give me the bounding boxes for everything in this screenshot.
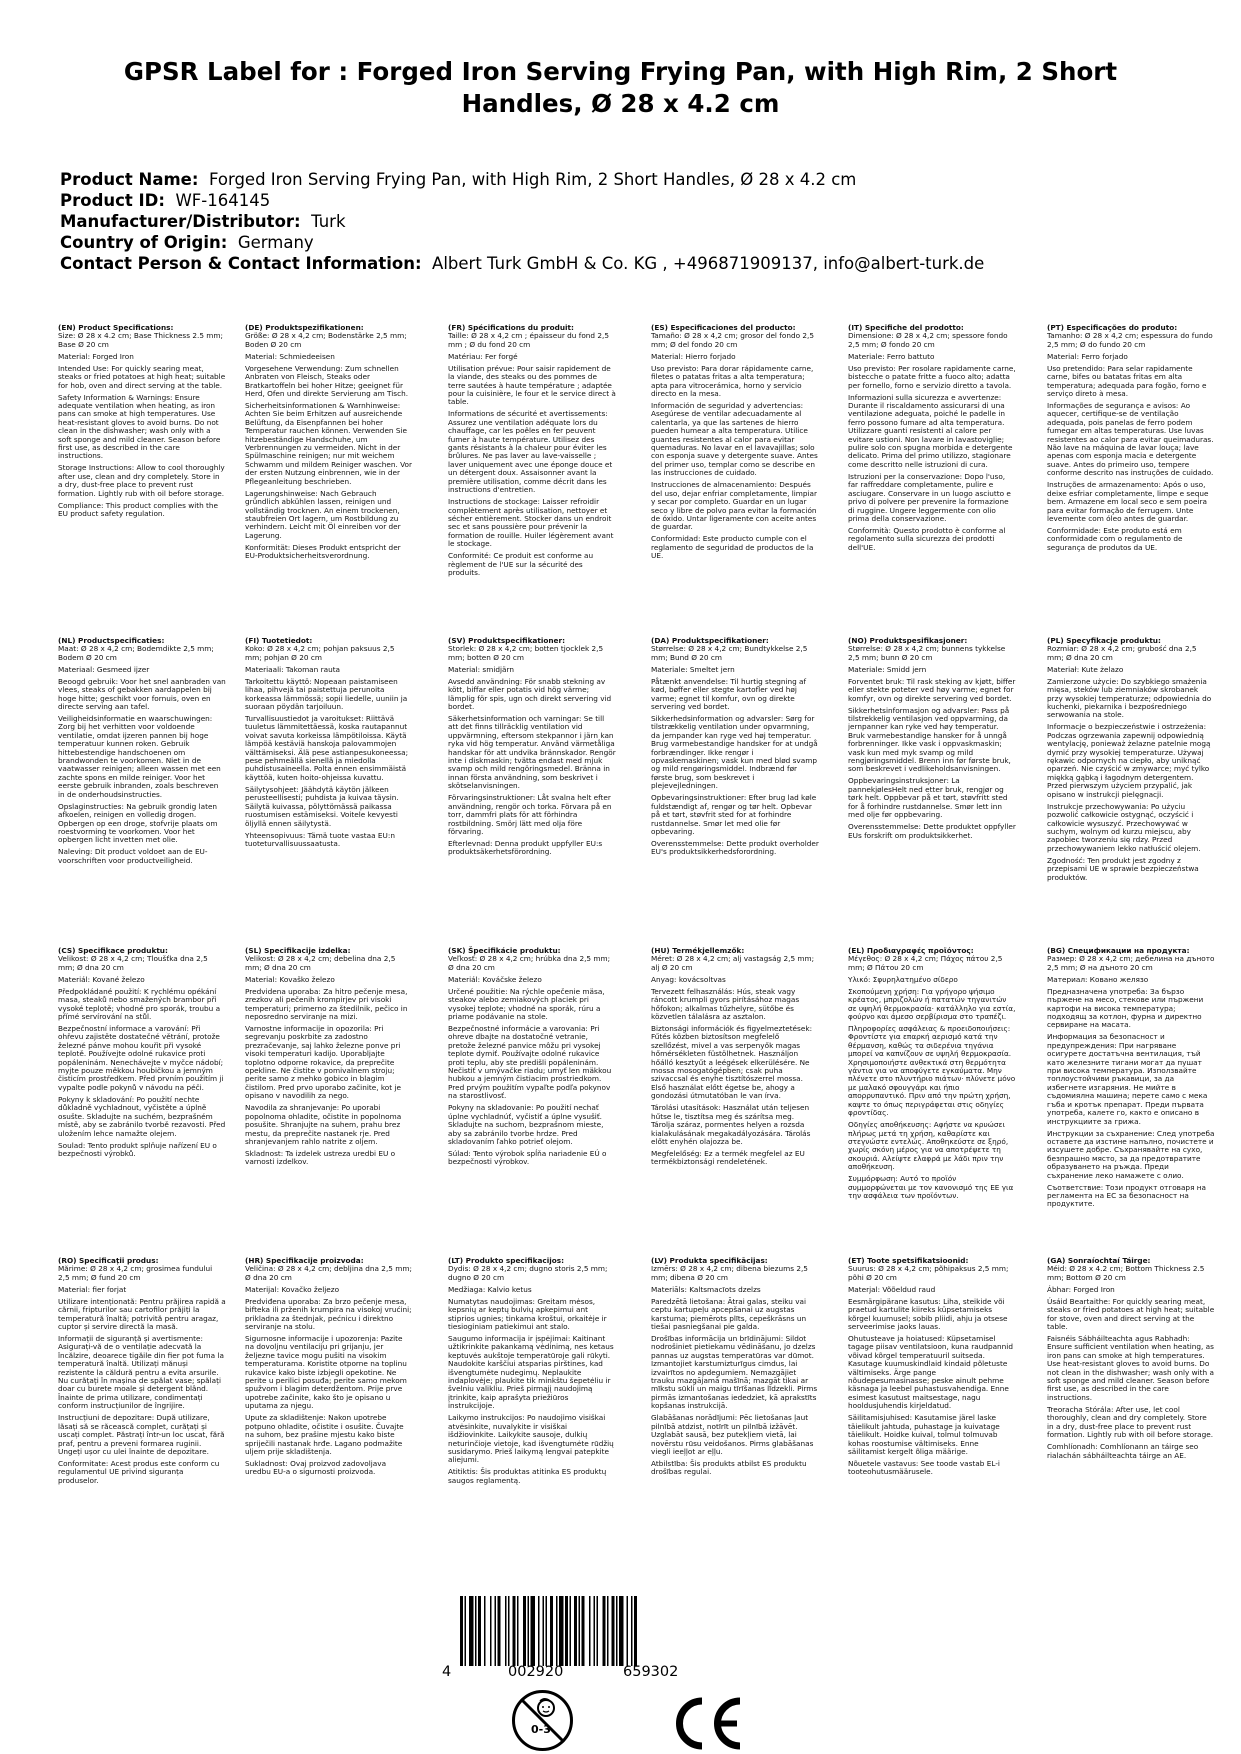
spec-block-paragraph: Varnostne informacije in opozorila: Pri segrevanju poskrbite za zadostno prezračevanje, saj lahko železne ponve pri visoki temperaturi kadijo. Uporabljajte toplotno odporne rokavice, da preprečite opekline. Ne čistite v pomivalnem stroju; perite samo z mehko gobico in blagim čistilom. Pred prvo uporabo začinite, kot je opisano v navodilih za nego. xyxy=(245,1024,404,1101)
spec-block-hr xyxy=(245,1257,413,1480)
spec-block-paragraph: Material: fier forjat xyxy=(58,1284,127,1294)
spec-block-paragraph: Sigurnosne informacije i upozorenja: Pazite na dovoljnu ventilaciju pri grijanju, jer željezne tavice mogu pušiti na visokim temperaturama. Koristite otporne na toplinu rukavice kako biste izbjegli opekotine. Ne perite u perilici posuđa; perite samo mekom spužvom i blagim deterdžentom. Prije prve upotrebe začinite, kako što je opisano u uputama za njegu. xyxy=(245,1334,410,1411)
spec-block-paragraph: Vorgesehene Verwendung: Zum schnellen Anbraten von Fleisch, Steaks oder Bratkartoffeln bei hoher Hitze; geeignet für Herd, Ofen und direkte Servierung am Tisch. xyxy=(245,363,409,399)
spec-block-paragraph: Instructions de stockage: Laisser refroidir complètement après utilisation, nettoyer et sécher entièrement. Stocker dans un endroit sec et sans poussière pour prévenir la formation de rouille. Huiler légèrement avant le stockage. xyxy=(448,497,616,549)
spec-block-paragraph: Предназначена употреба: За бързо пържене на месо, стекове или пържени картофи на висока температура; подходящ за котлон, фурна и директно сервиране на масата. xyxy=(1047,986,1206,1030)
spec-block-paragraph: Μέγεθος: Ø 28 x 4,2 cm; Πάχος πάτου 2,5 mm; Ø Πάτου 20 cm xyxy=(848,954,1005,972)
spec-block-heading: (FR) Spécifications du produit: xyxy=(448,323,574,332)
spec-block-sk xyxy=(448,947,616,1170)
origin-label: Country of Origin: xyxy=(60,233,228,252)
spec-block-paragraph: Påtænkt anvendelse: Til hurtig stegning af kød, bøffer eller stegte kartofler ved høj varme; egnet til komfur, ovn og direkte servering ved bordet. xyxy=(651,676,809,712)
spec-block-paragraph: Koko: Ø 28 x 4,2 cm; pohjan paksuus 2,5 mm; pohjan Ø 20 cm xyxy=(245,644,397,662)
spec-block-sl xyxy=(245,947,413,1170)
spec-block-paragraph: Megfelelőség: Ez a termék megfelel az EU termékbiztonsági rendeletének. xyxy=(651,1148,808,1167)
spec-block-paragraph: Säilitamisjuhised: Kasutamise järel laske täielikult jahtuda, puhastage ja kuivatage täielikult. Hoidke kuival, tolmul tolmuvab kohas roostumise vältimiseks. Enne säilitamist kergelt õliga määrige. xyxy=(848,1413,1003,1456)
barcode-digits-right: 659302 xyxy=(623,1664,679,1680)
spec-block-paragraph: Veličina: Ø 28 x 4,2 cm; debljina dna 2,5 mm; Ø dna 20 cm xyxy=(245,1264,415,1282)
barcode-bar xyxy=(513,1596,516,1666)
spec-block-paragraph: Uso pretendido: Para selar rapidamente carne, bifes ou batatas fritas em alta temperatura; adequada para fogão, forno e serviço direto à mesa. xyxy=(1047,363,1209,399)
spec-block-paragraph: Zamierzone użycie: Do szybkiego smażenia mięsa, steków lub ziemniaków skrobanek przy wysokiej temperaturze; odpowiednia do kuchenki, piekarnika i bezpośredniego serwowania na stole. xyxy=(1047,676,1214,720)
spec-block-paragraph: Materiaal: Gesmeed ijzer xyxy=(58,664,150,674)
spec-block-cs xyxy=(58,947,226,1162)
spec-block-paragraph: Material: Schmiedeeisen xyxy=(245,351,335,361)
spec-block-paragraph: Numatytas naudojimas: Greitam mėsos, kepsnių ar keptų bulvių apkepimui ant stiprios ugnies; tinkama kroštui, orkaitėje ir tiesioginiam patiekimui ant stalo. xyxy=(448,1296,609,1332)
spec-block-paragraph: Bezpečnostné informácie a varovania: Pri ohreve dbajte na dostatočné vetranie, pretože železné panvice môžu pri vysokej teplote dymiť. Používajte odolné rukavice proti teplu, aby ste predišli popáleninám. Nečistiť v umývačke riadu; umyť len mäkkou hubkou a jemným čistiacim prostriedkom. Pred prvým použitím vypaľte podľa pokynov na starostlivosť. xyxy=(448,1024,614,1101)
spec-block-paragraph: Glabāšanas norādījumi: Pēc lietošanas ļaut pilnībā atdzist, notīrīt un pilnībā izžāvēt. Uzglabāt sausā, bez putekļiem vietā, lai novērstu rūsu veidošanos. Pirms glabāšanas viegli ieeļļot ar eļļu. xyxy=(651,1413,816,1456)
spec-block-heading: (BG) Спецификации на продукта: xyxy=(1047,946,1190,955)
spec-block-paragraph: Størrelse: Ø 28 x 4,2 cm; Bundtykkelse 2,5 mm; Bund Ø 20 cm xyxy=(651,644,810,662)
spec-block-paragraph: Biztonsági információk és figyelmeztetések: Fűtés közben biztosítson megfelelő szellőzést, mivel a vas serpenyők magas hőmérsékleten füstölhetnek. Használjon hőálló kesztyűt a leégések elkerülésére. Ne mossa mosogatógépben; csak puha szivaccsal és enyhe tisztítószerrel mossa. Első használat előtt égetse be, ahogy a gondozási útmutatóban le van írva. xyxy=(651,1024,815,1101)
barcode-bar xyxy=(498,1596,501,1666)
barcode-digits-left: 002920 xyxy=(508,1664,564,1680)
spec-block-paragraph: Materiał: Kute żelazo xyxy=(1047,664,1124,674)
spec-block-heading: (CS) Specifikace produktu: xyxy=(58,946,168,955)
spec-block-paragraph: Utilisation prévue: Pour saisir rapidement de la viande, des steaks ou des pommes de terre sautées à haute température ; adaptée pour la cuisinière, le four et le service direct à table. xyxy=(448,363,619,407)
barcode-bar xyxy=(589,1596,591,1666)
spec-block-paragraph: Méret: Ø 28 x 4,2 cm; alj vastagság 2,5 mm; alj Ø 20 cm xyxy=(651,954,817,972)
spec-block-paragraph: Intended Use: For quickly searing meat, steaks or fried potatoes at high heat; suitable for hob, oven and direct serving at the table. xyxy=(58,363,228,390)
spec-block-paragraph: Säkerhetsinformation och varningar: Se till att det finns tillräcklig ventilation vid uppvärmning, eftersom stekpannor i järn kan ryka vid hög temperatur. Använd värmetåliga handskar för att undvika brännskador. Rengör inte i diskmaskin; tvätta endast med mjuk svamp och mild rengöringsmedel. Bränna in innan första användning, som beskrivet i skötselanvisningen. xyxy=(448,714,619,791)
spec-block-heading: (DE) Produktspezifikationen: xyxy=(245,323,364,332)
spec-block-paragraph: Atbilstība: Šis produkts atbilst ES produktu drošības regulai. xyxy=(651,1458,809,1477)
spec-block-paragraph: Materiale: Ferro battuto xyxy=(848,351,935,361)
barcode xyxy=(460,1596,696,1666)
spec-block-fr xyxy=(448,323,619,581)
spec-block-heading: (LV) Produkta specifikācijas: xyxy=(651,1256,768,1265)
barcode-bar xyxy=(465,1596,467,1666)
spec-block-heading: (ES) Especificaciones del producto: xyxy=(651,323,796,332)
spec-block-heading: (HR) Specifikacije proizvoda: xyxy=(245,1256,364,1265)
spec-block-paragraph: Comhlíonadh: Comhlíonann an táirge seo rialachán sábháilteachta táirge an AE. xyxy=(1047,1442,1201,1460)
spec-block-no xyxy=(848,636,1019,844)
barcode-bar xyxy=(531,1596,536,1666)
spec-block-paragraph: Материал: Ковано желязо xyxy=(1047,974,1149,984)
barcode-bar xyxy=(538,1596,540,1666)
spec-block-paragraph: Tervezett felhasználás: Hús, steak vagy ráncott krumpli gyors pirításához magas hőfokon; alkalmas tűzhelyre, sütőbe és közvetlen tálalásra az asztalon. xyxy=(651,986,802,1022)
spec-block-heading: (EN) Product Specifications: xyxy=(58,323,174,332)
barcode-bar xyxy=(612,1596,615,1666)
spec-block-paragraph: Nõuetele vastavus: See toode vastab EL-i tooteohutusmäärusele. xyxy=(848,1458,1003,1477)
barcode-bar xyxy=(517,1596,519,1666)
spec-block-paragraph: Informations de sécurité et avertissements: Assurez une ventilation adéquate lors du chauffage, car les poêles en fer peuvent fumer à haute température. Utilisez des gants résistants à la chaleur pour éviter les brûlures. Ne pas laver au lave-vaisselle ; laver uniquement avec une éponge douce et un détergent doux. Assaisonner avant la première utilisation, comme décrit dans les instructions d'entretien. xyxy=(448,409,615,495)
spec-block-paragraph: Turvallisuustiedot ja varoitukset: Riittävä tuuletus lämmitettäessä, koska rautapannut voivat savuta korkeissa lämpötiloissa. Käytä lämpöä kestäviä hanskoja palovammojen välttämiseksi. Älä pese astianpesukoneessa; pese pehmeällä sienellä ja miedolla puhdistusaineella. Polta ennen ensimmäistä käyttöä, kuten hoito-ohjeissa kuvattu. xyxy=(245,714,411,782)
barcode-bar xyxy=(619,1596,624,1666)
barcode-bar xyxy=(627,1596,629,1666)
spec-block-paragraph: Conformidade: Este produto está em conformidade com o regulamento de segurança de produtos da UE. xyxy=(1047,525,1185,552)
spec-block-paragraph: Sicherheitsinformationen & Warnhinweise: Achten Sie beim Erhitzen auf ausreichende Belüftung, da Eisenpfannen bei hoher Temperatur rauchen können. Verwenden Sie hitzebeständige Handschuhe, um Verbrennungen zu vermeiden. Nicht in der Spülmaschine reinigen; nur mit weichem Schwamm und mildem Reiniger waschen. Vor der ersten Nutzung einbrennen, wie in der Pflegeanleitung beschrieben. xyxy=(245,401,415,486)
spec-block-paragraph: Efterlevnad: Denna produkt uppfyller EU:s produktsäkerhetsförordning. xyxy=(448,838,605,857)
spec-block-paragraph: Tamaño: Ø 28 x 4,2 cm; grosor del fondo 2,5 mm; Ø del fondo 20 cm xyxy=(651,331,817,349)
child-age-text: 0-3 xyxy=(531,1723,551,1736)
spec-block-paragraph: Laikymo instrukcijos: Po naudojimo visiškai atvėsinkite, nuvalykite ir visiškai išdžiovinkite. Laikykite sausoje, dulkių neturinčioje vietoje, kad išvengtumėte rūdžių susidarymo. Prieš laikymą lengvai patepkite aliejumi. xyxy=(448,1413,617,1465)
spec-block-paragraph: Conformidad: Este producto cumple con el reglamento de seguridad de productos de la UE. xyxy=(651,534,816,561)
barcode-bar xyxy=(528,1596,530,1666)
spec-block-paragraph: Πληροφορίες ασφάλειας & προειδοποιήσεις: Φροντίστε για επαρκή αερισμό κατά την θέρμανση, καθώς τα σιδερένια τηγάνια μπορεί να καπνίζουν σε υψηλή θερμοκρασία. Χρησιμοποιήστε ανθεκτικά στη θερμότητα γάντια για να αποφύγετε εγκαύματα. Μην πλένετε στο πλυντήριο πιάτων· πλύνετε μόνο με μαλακό σφουγγάρι και ήπιο απορρυπαντικό. Πριν από την πρώτη χρήση, καψτε το όπως περιγράφεται στις οδηγίες φροντίδας. xyxy=(848,1024,1018,1118)
spec-block-es xyxy=(651,324,819,564)
spec-block-lv xyxy=(651,1257,819,1480)
contact-row xyxy=(60,253,1190,274)
contact-label: Contact Person & Contact Information: xyxy=(60,254,422,273)
barcode-bar xyxy=(505,1596,507,1666)
spec-block-paragraph: Tárolási utasítások: Használat után teljesen hűtse le, tisztítsa meg és szárítsa meg. Tárolja száraz, pormentes helyen a rozsda kialakulásának megakadályozására. Tárolás előtt enyhén olajozza be. xyxy=(651,1103,813,1146)
spec-block-ga xyxy=(1047,1257,1215,1464)
spec-block-fi xyxy=(245,637,413,852)
spec-block-paragraph: Konformität: Dieses Produkt entspricht der EU-Produktsicherheitsverordnung. xyxy=(245,542,404,561)
spec-block-heading: (GA) Sonraíochtaí Táirge: xyxy=(1047,1256,1151,1265)
spec-block-paragraph: Faisnéis Sábháilteachta agus Rabhadh: Ensure sufficient ventilation when heating, as iron pans can smoke at high temperatures. Use heat-resistant gloves to avoid burns. Do not clean in the dishwasher; wash only with a soft sponge and mild cleaner. Season before first use, as described in the care instructions. xyxy=(1047,1334,1217,1402)
spec-block-paragraph: Suurus: Ø 28 x 4,2 cm; põhipaksus 2,5 mm; põhi Ø 20 cm xyxy=(848,1264,1011,1282)
spec-block-paragraph: Mărime: Ø 28 x 4,2 cm; grosimea fundului 2,5 mm; Ø fund 20 cm xyxy=(58,1264,215,1282)
spec-block-paragraph: Maat: Ø 28 x 4,2 cm; Bodemdikte 2,5 mm; Bodem Ø 20 cm xyxy=(58,644,217,662)
spec-block-paragraph: Matériau: Fer forgé xyxy=(448,351,518,361)
spec-block-paragraph: Säilytysohjeet: Jäähdytä käytön jälkeen perusteellisesti; puhdista ja kuivaa täysin. Säilytä kuivassa, pölyttömässä paikassa ruostumisen estämiseksi. Voitele kevyesti öljyllä ennen säilytystä. xyxy=(245,784,402,828)
spec-block-heading: (DA) Produktspecifikationer: xyxy=(651,636,769,645)
spec-block-paragraph: Tamanho: Ø 28 x 4,2 cm; espessura do fundo 2,5 mm; Ø do fundo 20 cm xyxy=(1047,331,1216,349)
spec-block-paragraph: Pokyny na skladovanie: Po použití nechať úplne vychladnúť, vyčistiť a úplne vysušiť. Skladujte na suchom, bezprašnom mieste, aby sa zabránilo tvorbe hrdze. Pred skladovaním ľahko potrieť olejom. xyxy=(448,1103,606,1146)
spec-block-paragraph: Υλικό: Σφυρηλατημένο σίδερο xyxy=(848,974,958,984)
spec-block-el xyxy=(848,947,1016,1204)
spec-block-paragraph: Informații de siguranță și avertismente: Asigurați-vă de o ventilație adecvată la încălzire, deoarece tigăile din fier pot fuma la temperatură înaltă. Utilizați mănuși rezistente la căldură pentru a evita arsurile. Nu curățați în mașina de spălat vase; spălați doar cu burete moale și detergent blând. Înainte de prima utilizare, condimentați conform instrucțiunilor de îngrijire. xyxy=(58,1334,227,1411)
spec-block-paragraph: Beoogd gebruik: Voor het snel aanbraden van vlees, steaks of gebakken aardappelen bij hoge hitte; geschikt voor fornuis, oven en directe serving aan tafel. xyxy=(58,676,229,712)
spec-block-paragraph: Overensstemmelse: Dette produktet oppfyller EUs forskrift om produktsikkerhet. xyxy=(848,822,1019,840)
product-name-row xyxy=(60,169,1190,190)
spec-block-paragraph: Dydis: Ø 28 x 4,2 cm; dugno storis 2,5 mm; dugno Ø 20 cm xyxy=(448,1264,610,1282)
spec-block-paragraph: Informazioni sulla sicurezza e avvertenze: Durante il riscaldamento assicurarsi di una ventilazione adeguata, poiché le padelle in ferro possono fumare ad alta temperatura. Utilizzare guanti resistenti al calore per evitare ustioni. Non lavare in lavastoviglie; pulire solo con spugna morbida e detergente delicato. Prima del primo utilizzo, stagionare come descritto nelle istruzioni di cura. xyxy=(848,392,1015,469)
barcode-bar xyxy=(579,1596,581,1666)
spec-block-paragraph: Storlek: Ø 28 x 4,2 cm; botten tjocklek 2,5 mm; botten Ø 20 cm xyxy=(448,644,606,662)
spec-block-paragraph: Ábhar: Forged Iron xyxy=(1047,1284,1115,1294)
spec-block-paragraph: Material: Ferro forjado xyxy=(1047,351,1128,361)
page-title: GPSR Label for : Forged Iron Serving Frying Pan, with High Rim, 2 Short Handles, Ø 28 x 4.2 cm xyxy=(123,57,1118,118)
spec-block-paragraph: Navodila za shranjevanje: Po uporabi popolnoma ohladite, očistite in popolnoma posušite. Shranjujte na suhem, prahu brez mestu, da preprečite nastanek rje. Pred shranjevanjem rahlo natrite z oljem. xyxy=(245,1103,404,1146)
spec-block-paragraph: Информация за безопасност и предупреждения: При нагряване осигурете достатъчна вентилация, тъй като железните тигани могат да пушат при висока температура. Използвайте топлоустойчиви ръкавици, за да избегнете изгаряния. Не мийте в съдомиялна машина; перете само с мека гъба и кротък препарат. Преди първата употреба, калете го, както е описано в инструкциите за грижа. xyxy=(1047,1032,1210,1126)
origin-value: Germany xyxy=(237,233,314,252)
spec-block-paragraph: Инструкции за съхранение: След употреба оставете да изстине напълно, почистете и изсушете добре. Съхранявайте на сухо, безпрашно място, за да предотвратите образуването на ръжда. Преди съхранение леко намажете с олио. xyxy=(1047,1128,1217,1180)
spec-block-heading: (PL) Specyfikacje produktu: xyxy=(1047,636,1161,645)
spec-block-paragraph: Instruções de armazenamento: Após o uso, deixe esfriar completamente, limpe e seque bem. Armazene em local seco e sem poeira para evitar formação de ferrugem. Unte levemente com óleo antes de guardar. xyxy=(1047,480,1211,523)
barcode-bar xyxy=(616,1596,618,1666)
spec-block-paragraph: Οδηγίες αποθήκευσης: Αφήστε να κρυώσει πλήρως μετά τη χρήση, καθαρίστε και στεγνώστε εντελώς. Αποθηκεύστε σε ξηρό, χωρίς σκόνη μέρος για να αποτρέψετε τη σκουριά. Αλείψτε ελαφρά με λάδι πριν την αποθήκευση. xyxy=(848,1120,1011,1172)
spec-block-paragraph: Méid: Ø 28 x 4.2 cm; Bottom Thickness 2.5 mm; Bottom Ø 20 cm xyxy=(1047,1264,1207,1282)
spec-block-paragraph: Velikost: Ø 28 x 4,2 cm; debelina dna 2,5 mm; Ø dna 20 cm xyxy=(245,954,398,972)
spec-block-lt xyxy=(448,1257,616,1489)
spec-block-paragraph: Lagerungshinweise: Nach Gebrauch gründlich abkühlen lassen, reinigen und vollständig trocknen. An einem trockenen, staubfreien Ort lagern, um Rostbildung zu verhindern. Leicht mit Öl einreiben vor der Lagerung. xyxy=(245,488,404,540)
spec-block-pt xyxy=(1047,324,1215,556)
spec-block-paragraph: Sikkerhetsinformasjon og advarsler: Pass på tilstrekkelig ventilasjon ved oppvarming, da jernpanner kan ryke ved høy temperatur. Bruk varmebestandige hansker for å unngå forbrenninger. Ikke vask i oppvaskmaskin; vask kun med myk svamp og mild rengjøringsmiddel. Brenn inn før første bruk, som beskrevet i vedlikeholdsanvisningen. xyxy=(848,705,1014,774)
spec-block-paragraph: Utilizare intenționată: Pentru prăjirea rapidă a cărnii, fripturilor sau cartofilor prăjiți la temperatură înaltă; potrivită pentru aragaz, cuptor și servire directă la masă. xyxy=(58,1296,229,1332)
spec-block-paragraph: Určené použitie: Na rýchle opečenie mäsa, steakov alebo zemiakových placiek pri vysokej teplote; vhodné na sporák, rúru a priame podávanie na stole. xyxy=(448,986,607,1022)
spec-block-paragraph: Uso previsto: Para dorar rápidamente carne, filetes o patatas fritas a alta temperatura; apta para vitrocerámica, horno y servicio directo en la mesa. xyxy=(651,363,816,399)
spec-block-paragraph: Dimensione: Ø 28 x 4,2 cm; spessore fondo 2,5 mm; Ø fondo 20 cm xyxy=(848,331,1010,349)
spec-block-paragraph: Pokyny k skladování: Po použití nechte důkladně vychladnout, vyčistěte a úplně osušte. Skladujte na suchém, bezprašném místě, aby se zabránilo tvorbě rezavosti. Před uložením lehce namažte olejem. xyxy=(58,1094,228,1138)
spec-block-pl xyxy=(1047,637,1215,886)
spec-block-paragraph: Conformitate: Acest produs este conform cu regulamentul UE privind siguranța produselor. xyxy=(58,1458,222,1485)
barcode-bar xyxy=(469,1596,474,1666)
spec-block-heading: (NL) Productspecificaties: xyxy=(58,636,165,645)
barcode-bar xyxy=(478,1596,481,1666)
spec-block-heading: (RO) Specificații produs: xyxy=(58,1256,159,1265)
barcode-bar xyxy=(495,1596,497,1666)
spec-block-paragraph: Instrukcje przechowywania: Po użyciu pozwolić całkowicie ostygnąć, oczyścić i całkowicie wysuszyć. Przechowywać w suchym, wolnym od kurzu miejscu, aby zapobiec tworzeniu się rdzy. Przed przechowywaniem lekko natłuścić olejem. xyxy=(1047,801,1201,853)
spec-block-paragraph: Paredzētā lietošana: Ātrai galas, steiku vai ceptu kartupeļu apcepšanai uz augstas karstuma; piemērots plīts, cepeškrāsns un tiešai pasniegšanai pie galda. xyxy=(651,1296,809,1332)
barcode-bar xyxy=(582,1596,585,1666)
barcode-bar xyxy=(634,1596,637,1666)
spec-block-paragraph: Compliance: This product complies with the EU product safety regulation. xyxy=(58,500,221,519)
spec-block-paragraph: Zgodność: Ten produkt jest zgodny z przepisami UE w sprawie bezpieczeństwa produktów. xyxy=(1047,855,1202,882)
spec-block-paragraph: Förvaringsinstruktioner: Låt svalna helt efter användning, rengör och torka. Förvara på en torr, dammfri plats för att förhindra rostbildning. Smörj lätt med olja före förvaring. xyxy=(448,793,614,836)
spec-block-paragraph: Tarkoitettu käyttö: Nopeaan paistamiseen lihaa, pihvejä tai paistettuja perunoita korkeassa lämmössä; sopii liedelle, uuniin ja suoraan pöydän tarjoiluun. xyxy=(245,676,410,712)
spec-block-paragraph: Predviđena uporaba: Za brzo pečenje mesa, bifteka ili prženih krumpira na visokoj vrućini; prikladna za štednjak, pećnicu i direktno serviranje na stolu. xyxy=(245,1296,414,1332)
spec-block-paragraph: Yhteensopivuus: Tämä tuote vastaa EU:n tuoteturvallisuussaatusta. xyxy=(245,830,398,848)
spec-block-paragraph: Material: Hierro forjado xyxy=(651,351,736,361)
spec-block-paragraph: Treoracha Stórála: After use, let cool thoroughly, clean and dry completely. Store in a dry, dust-free place to prevent rust formation. Lightly rub with oil before storage. xyxy=(1047,1404,1214,1440)
barcode-bar xyxy=(559,1596,564,1666)
spec-block-paragraph: Anyag: kovácsoltvas xyxy=(651,974,726,984)
product-info xyxy=(60,169,1190,274)
spec-block-et xyxy=(848,1257,1016,1480)
barcode-bar xyxy=(594,1596,596,1666)
spec-block-paragraph: Informacje o bezpieczeństwie i ostrzeżenia: Podczas ogrzewania zapewnij odpowiednią wentylację, ponieważ żelazne patelnie mogą dymić przy wysokiej temperaturze. Używaj rękawic odpornych na ciepło, aby uniknąć oparzeń. Nie czyścić w zmywarce; myć tylko miękką gąbką i łagodnym detergentem. Przed pierwszym użyciem przypalić, jak opisano w instrukcji pielęgnacji. xyxy=(1047,722,1213,799)
spec-block-paragraph: Размер: Ø 28 x 4,2 cm; дебелина на дъното 2,5 mm; Ø на дъното 20 cm xyxy=(1047,954,1217,972)
product-id-label: Product ID: xyxy=(60,191,165,210)
barcode-bar xyxy=(565,1596,568,1666)
product-id-value: WF-164145 xyxy=(175,191,271,210)
spec-block-heading: (LT) Produkto specifikacijos: xyxy=(448,1256,565,1265)
barcode-digit-prefix: 4 xyxy=(442,1664,452,1680)
manufacturer-value: Turk xyxy=(311,212,346,231)
spec-block-paragraph: Bezpečnostní informace a varování: Při ohřevu zajistěte dostatečné větrání, protože železné pánve mohou kouřit při vysoké teplotě. Používejte odolné rukavice proti popáleninám. Nenechávejte v myčce nádobí; myjte pouze měkkou houbičkou a jemným čisticím prostředkem. Před prvním použitím ji vypalte podle pokynů v návodu na péči. xyxy=(58,1024,226,1092)
ce-mark-icon xyxy=(669,1696,745,1751)
spec-block-heading: (SV) Produktspecifikationer: xyxy=(448,636,566,645)
spec-block-paragraph: Izmērs: Ø 28 x 4,2 cm; dibena biezums 2,5 mm; dibena Ø 20 cm xyxy=(651,1264,811,1282)
barcode-bar xyxy=(556,1596,558,1666)
spec-block-paragraph: Material: Kovaško železo xyxy=(245,974,335,984)
spec-block-heading: (PT) Especificações do produto: xyxy=(1047,323,1178,332)
barcode-bar xyxy=(460,1596,463,1666)
spec-block-heading: (NO) Produktspesifikasjoner: xyxy=(848,636,968,645)
spec-block-paragraph: Predvidena uporaba: Za hitro pečenje mesa, zrezkov ali pečenih krompirjev pri visoki temperaturi; primerno za štedilnik, pečico in neposredno serviranje na mizi. xyxy=(245,986,410,1022)
spec-block-da xyxy=(651,636,822,860)
spec-block-paragraph: Materiál: Kováčske železo xyxy=(448,974,542,984)
spec-block-paragraph: Medžiaga: Kalvio ketus xyxy=(448,1284,532,1294)
spec-block-paragraph: Materijal: Kovačko željezo xyxy=(245,1284,340,1294)
barcode-bar xyxy=(607,1596,609,1666)
barcode-bar xyxy=(475,1596,477,1666)
spec-block-paragraph: Materiaali: Takoman rauta xyxy=(245,664,341,674)
spec-block-heading: (FI) Tuotetiedot: xyxy=(245,636,313,645)
contact-value: Albert Turk GmbH & Co. KG , +496871909137, info@albert-turk.de xyxy=(432,254,985,273)
spec-block-paragraph: Saugumo informacija ir įspėjimai: Kaitinant užtikrinkite pakankamą vėdinimą, nes ketaus keptuvės aukštoje temperatūroje gali rūkyti. Naudokite karščiui atsparias pirštines, kad išvengtumėte nudegimų. Neplaukite indaplovėje; plaukite tik minkštu šepetėliu ir švelniu valikliu. Prieš pirmąjį naudojimą įtrinkite, kaip aprašyta priežiūros instrukcijoje. xyxy=(448,1334,617,1411)
spec-block-paragraph: Materiale: Smidd jern xyxy=(848,664,927,674)
spec-block-paragraph: Información de seguridad y advertencias: Asegúrese de ventilar adecuadamente al calentarla, ya que las sartenes de hierro pueden humear a alta temperatura. Utilice guantes resistentes al calor para evitar quemaduras. No lavar en el lavavajillas; solo con esponja suave y detergente suave. Antes del primer uso, templar como se describe en las instrucciones de cuidado. xyxy=(651,401,821,478)
barcode-bar xyxy=(631,1596,633,1666)
spec-block-paragraph: Uso previsto: Per rosolare rapidamente carne, bistecche o patate fritte a fuoco alto; adatta per fornello, forno e servizio diretto a tavola. xyxy=(848,363,1019,390)
spec-block-paragraph: Súlad: Tento výrobok spĺňa nariadenie EÚ o bezpečnosti výrobkov. xyxy=(448,1148,609,1167)
spec-block-hu xyxy=(651,947,819,1170)
spec-block-paragraph: Ohutusteave ja hoiatused: Küpsetamisel tagage piisav ventilatsioon, kuna raudpannid võivad kõrgel temperatuuril suitseda. Kasutage kuumuskindlaid kindaid põletuste vältimiseks. Ärge pange nõudepesumasinasse; peske ainult pehme käsnaga ja leebel puhastusvahendiga. Enne esimest kasutust maitsestage, nagu hooldusjuhendis kirjeldatud. xyxy=(848,1334,1016,1411)
spec-block-paragraph: Forventet bruk: Til rask steking av kjøtt, biffer eller stekte poteter ved høy varme; egnet for komfyr, ovn og direkte servering ved bordet. xyxy=(848,676,1018,703)
spec-block-paragraph: Sukladnost: Ovaj proizvod zadovoljava uredbu EU-a o sigurnosti proizvoda. xyxy=(245,1458,389,1477)
spec-block-paragraph: Σκοπούμενη χρήση: Για γρήγορο ψήσιμο κρέατος, μπριζολών ή πατατών τηγανιτών σε υψηλή θερμοκρασία· κατάλληλο για εστία, φούρνο και άμεσο σερβίρισμα στο τραπέζι. xyxy=(848,986,1018,1022)
product-id-row xyxy=(60,190,1190,211)
spec-block-heading: (HU) Termékjellemzők: xyxy=(651,946,745,955)
spec-block-paragraph: Istruzioni per la conservazione: Dopo l'uso, far raffreddare completamente, pulire e asciugare. Conservare in un luogo asciutto e privo di polvere per prevenire la formazione di ruggine. Ungere leggermente con olio prima della conservazione. xyxy=(848,471,1014,523)
spec-block-sv xyxy=(448,636,619,860)
spec-block-paragraph: Συμμόρφωση: Αυτό το προϊόν συμμορφώνεται με τον κανονισμό της ΕΕ για την ασφάλεια των προϊόντων. xyxy=(848,1174,1016,1200)
spec-block-paragraph: Předpokládané použití: K rychlému opékání masa, steaků nebo smažených brambor při vysoké teplotě; vhodné pro sporák, troubu a přímé servírování na stůl. xyxy=(58,986,223,1022)
manufacturer-label: Manufacturer/Distributor: xyxy=(60,212,301,231)
spec-block-paragraph: Taille: Ø 28 x 4,2 cm ; épaisseur du fond 2,5 mm ; Ø du fond 20 cm xyxy=(448,331,612,349)
spec-block-paragraph: Úsáid Beartaithe: For quickly searing meat, steaks or fried potatoes at high heat; suitable for stove, oven and direct serving at the table. xyxy=(1047,1296,1217,1332)
spec-block-paragraph: Drošības informācija un brīdinājumi: Sildot nodrošiniet pietiekamu vēdināšanu, jo dzelzs pannas uz augstas temperatūras var dūmot. Izmantojiet karstumizturīgus cimdus, lai izvairītos no apdegumiem. Nemazgājiet trauku mazgājamā mašīnā; mazgāt tikai ar mīkstu sūkli un maigu tīrīšanas līdzekli. Pirms pirmās izmantošanas iededziet, kā aprakstīts kopšanas instrukcijā. xyxy=(651,1334,820,1411)
spec-block-paragraph: Opbevaringsinstruktioner: Efter brug lad køle fuldstændigt af, rengør og tør helt. Opbevar på et tørt, støvfrit sted for at forhindre rustdannelse. Smør let med olie før opbevaring. xyxy=(651,793,819,836)
spec-block-paragraph: Veľkosť: Ø 28 x 4,2 cm; hrúbka dna 2,5 mm; Ø dna 20 cm xyxy=(448,954,613,972)
spec-block-paragraph: Eesmärgipärane kasutus: Liha, steikide või praetud kartulite kiireks küpsetamiseks kõrgel kuumusel; sobib pliidi, ahju ja otsese serveerimise jaoks lauas. xyxy=(848,1296,1010,1332)
barcode-bar xyxy=(570,1596,572,1666)
spec-block-paragraph: Rozmiar: Ø 28 x 4,2 cm; grubość dna 2,5 mm; Ø dna 20 cm xyxy=(1047,644,1199,662)
spec-block-paragraph: Opslaginstructies: Na gebruik grondig laten afkoelen, reinigen en volledig drogen. Opbergen op een droge, stofvrije plaats om roestvorming te voorkomen. Voor het opbergen licht invetten met olie. xyxy=(58,801,220,845)
spec-block-nl xyxy=(58,636,229,869)
spec-block-paragraph: Materiāls: Kaltsmacīots dzelzs xyxy=(651,1284,761,1294)
barcode-bar xyxy=(484,1596,486,1666)
spec-block-paragraph: Conformità: Questo prodotto è conforme al regolamento sulla sicurezza dei prodotti dell'UE. xyxy=(848,525,1008,552)
spec-block-bg xyxy=(1047,947,1215,1212)
barcode-bar xyxy=(574,1596,577,1666)
spec-block-paragraph: Material: Forged Iron xyxy=(58,351,134,361)
barcode-bar xyxy=(597,1596,599,1666)
product-name-value: Forged Iron Serving Frying Pan, with High Rim, 2 Short Handles, Ø 28 x 4.2 cm xyxy=(208,170,857,189)
barcode-bar xyxy=(546,1596,548,1666)
spec-block-de xyxy=(245,324,413,564)
spec-block-paragraph: Materiale: Smeltet jern xyxy=(651,664,735,674)
spec-block-paragraph: Conformité: Ce produit est conforme au règlement de l'UE sur la sécurité des produits. xyxy=(448,551,596,577)
barcode-bar xyxy=(490,1596,492,1666)
spec-block-heading: (SL) Specifikacije izdelka: xyxy=(245,946,351,955)
spec-block-paragraph: Upute za skladištenje: Nakon upotrebe potpuno ohladite, očistite i osušite. Čuvajte na suhom, bez prašine mjestu kako biste spriječili nastanak hrđe. Lagano podmažite uljem prije skladištenja. xyxy=(245,1413,406,1456)
spec-block-ro xyxy=(58,1256,229,1489)
child-age-warning-icon xyxy=(511,1689,574,1752)
spec-block-paragraph: Съответствие: Този продукт отговаря на регламента на ЕС за безопасност на продуктите. xyxy=(1047,1182,1209,1209)
spec-block-paragraph: Material: smidjärn xyxy=(448,664,514,674)
manufacturer-row xyxy=(60,211,1190,232)
barcode-bar xyxy=(550,1596,553,1666)
spec-block-paragraph: Safety Information & Warnings: Ensure adequate ventilation when heating, as iron pans can smoke at high temperatures. Use heat-resistant gloves to avoid burns. Do not clean in the dishwasher; wash only with a soft sponge and mild cleaner. Season before first use, as described in the care instructions. xyxy=(58,392,223,461)
spec-block-paragraph: Materjal: Võõeldud raud xyxy=(848,1284,936,1294)
spec-block-paragraph: Instrucțiuni de depozitare: După utilizare, lăsați să se răcească complet, curățați și uscați complet. Păstrați într-un loc uscat, fără praf, pentru a preveni formarea ruginii. Ungeți ușor cu ulei înainte de depozitare. xyxy=(58,1413,227,1456)
spec-block-paragraph: Größe: Ø 28 x 4,2 cm; Bodenstärke 2,5 mm; Boden Ø 20 cm xyxy=(245,331,409,349)
spec-block-paragraph: Skladnost: Ta izdelek ustreza uredbi EU o varnosti izdelkov. xyxy=(245,1148,398,1167)
spec-block-paragraph: Sikkerhedsinformation og advarsler: Sørg for tilstrækkelig ventilation under opvarmning, da jernpander kan ryge ved høj temperatur. Brug varmebestandige handsker for at undgå forbrændinger. Ikke rengør i opvaskemaskinen; vask kun med blød svamp og mild rengøringsmiddel. Indbrænd før første brug, som beskrevet i plejevejledningen. xyxy=(651,714,821,791)
spec-block-paragraph: Størrelse: Ø 28 x 4,2 cm; bunnens tykkelse 2,5 mm; bunn Ø 20 cm xyxy=(848,644,1008,662)
origin-row xyxy=(60,232,1190,253)
spec-block-heading: (EL) Προδιαγραφές προϊόντος: xyxy=(848,946,974,955)
spec-block-paragraph: Storage Instructions: Allow to cool thoroughly after use, clean and dry completely. Store in a dry, dust-free place to prevent rust formation. Lightly rub with oil before storage. xyxy=(58,463,228,498)
product-name-label: Product Name: xyxy=(60,170,199,189)
spec-block-paragraph: Avsedd användning: För snabb stekning av kött, biffar eller potatis vid hög värme; lämplig för spis, ugn och direkt servering vid bordet. xyxy=(448,676,614,712)
spec-block-paragraph: Instrucciones de almacenamiento: Después del uso, dejar enfriar completamente, limpiar y secar por completo. Guardar en un lugar seco y libre de polvo para evitar la formación de óxido. Untar ligeramente con aceite antes de guardar. xyxy=(651,480,820,532)
spec-block-paragraph: Velikost: Ø 28 x 4,2 cm; Tloušťka dna 2,5 mm; Ø dna 20 cm xyxy=(58,954,211,972)
spec-block-en xyxy=(58,324,226,522)
spec-block-it xyxy=(848,323,1019,556)
barcode-bar xyxy=(508,1596,510,1666)
spec-block-heading: (ET) Toote spetsifikatsioonid: xyxy=(848,1256,969,1265)
barcode-bar xyxy=(603,1596,606,1666)
spec-block-paragraph: Oppbevaringsinstruksjoner: La pannekjølesHelt ned etter bruk, rengjør og tørk helt. Oppbevar på et tørt, støvfritt sted for å forhindre rustdannelse. Smør lett inn med olje før oppbevaring. xyxy=(848,776,1010,820)
barcode-bar xyxy=(543,1596,545,1666)
spec-block-heading: (SK) Špecifikácie produktu: xyxy=(448,946,561,955)
spec-block-paragraph: Naleving: Dit product voldoet aan de EU-voorschriften voor productveiligheid. xyxy=(58,847,208,865)
spec-block-paragraph: Overensstemmelse: Dette produkt overholder EU's produktsikkerhedsforordning. xyxy=(651,838,822,857)
spec-block-paragraph: Veiligheidsinformatie en waarschuwingen: Zorg bij het verhitten voor voldoende ventilatie, omdat ijzeren pannen bij hoge temperatuur kunnen roken. Gebruik hittebestendige handschoenen om brandwonden te voorkomen. Niet in de vaatwasser reinigen; alleen wassen met een zachte spons en milde reiniger. Voor het eerste gebruik inbranden, zoals beschreven in de onderhoudsinstructies. xyxy=(58,714,224,799)
spec-block-paragraph: Atitiktis: Šis produktas atitinka ES produktų saugos reglamentą. xyxy=(448,1467,609,1485)
spec-block-paragraph: Size: Ø 28 x 4.2 cm; Base Thickness 2.5 mm; Base Ø 20 cm xyxy=(58,331,226,349)
spec-block-paragraph: Soulad: Tento produkt splňuje nařízení EU o bezpečnosti výrobků. xyxy=(58,1140,220,1158)
spec-block-paragraph: Materiál: Kované železo xyxy=(58,974,145,984)
barcode-bar xyxy=(523,1596,526,1666)
spec-block-heading: (IT) Specifiche del prodotto: xyxy=(848,323,964,332)
spec-block-paragraph: Informações de segurança e avisos: Ao aquecer, certifique-se de ventilação adequada, pois panelas de ferro podem fumegar em altas temperaturas. Use luvas resistentes ao calor para evitar queimaduras. Não lave na máquina de lavar louça; lave apenas com esponja macia e detergente suave. Antes do primeiro uso, tempere conforme descrito nas instruções de cuidado. xyxy=(1047,401,1216,478)
